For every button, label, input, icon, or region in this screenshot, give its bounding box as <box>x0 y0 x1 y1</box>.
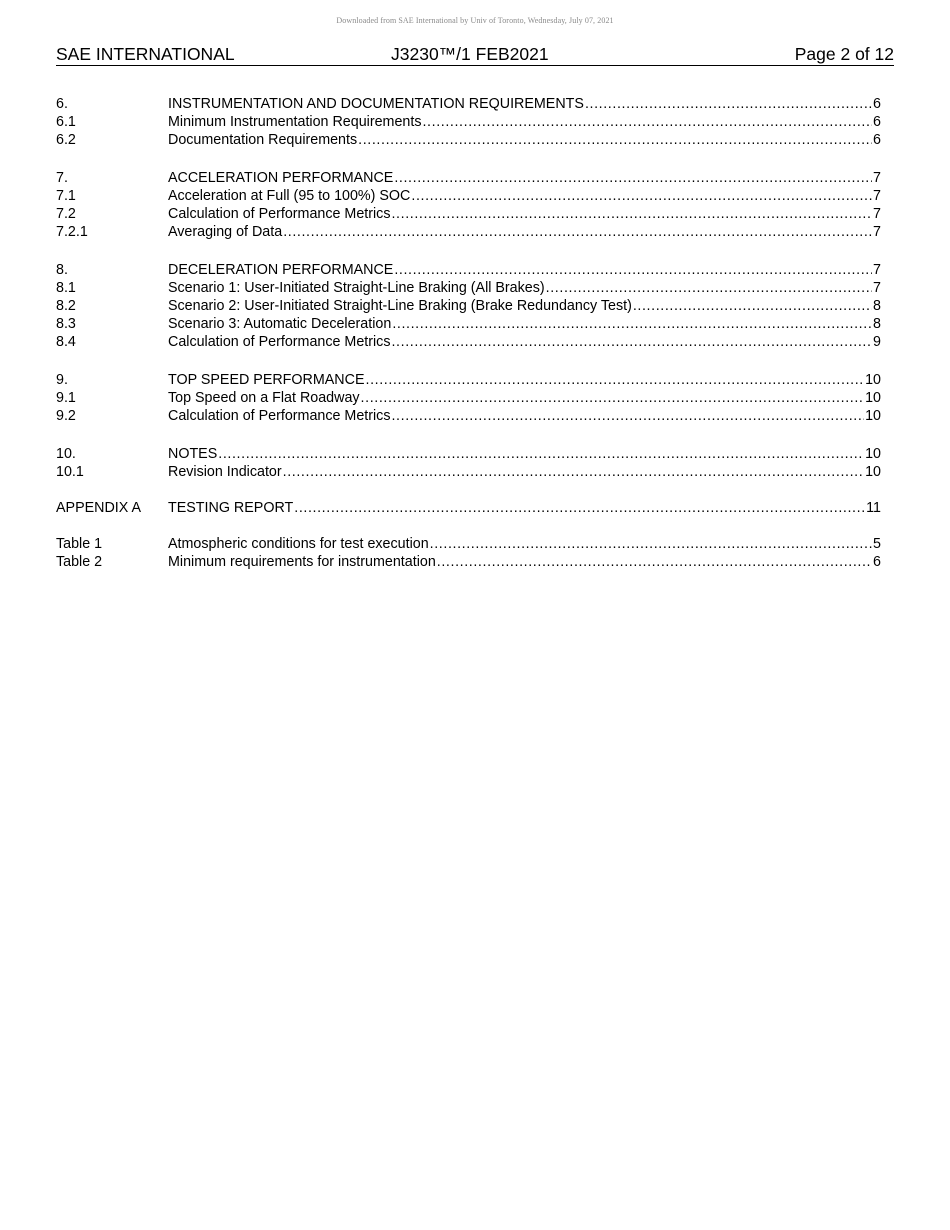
toc-entry[interactable] <box>56 113 881 131</box>
toc-entry[interactable] <box>56 315 881 333</box>
toc-entry-title: Averaging of Data <box>168 224 283 240</box>
toc-entry[interactable] <box>56 407 881 425</box>
toc-entry-title: Minimum Instrumentation Requirements <box>168 114 422 130</box>
toc-entry-title: Acceleration at Full (95 to 100%) SOC <box>168 188 411 204</box>
toc-entry-page: 7 <box>873 170 881 186</box>
toc-dot-leader <box>546 279 872 297</box>
toc-entry-page: 7 <box>873 224 881 240</box>
toc-dot-leader <box>218 445 864 463</box>
toc-entry-number: 6. <box>56 96 68 112</box>
toc-dot-leader <box>366 371 865 389</box>
toc-appendix-a <box>56 499 881 517</box>
toc-dot-leader <box>294 499 865 517</box>
toc-entry-title: TESTING REPORT <box>168 500 294 516</box>
toc-section-7 <box>56 169 881 241</box>
toc-entry-number: 8.3 <box>56 316 76 332</box>
toc-entry[interactable] <box>56 131 881 149</box>
toc-entry[interactable] <box>56 333 881 351</box>
page-header <box>56 43 894 66</box>
toc-entry-number: Table 1 <box>56 536 103 552</box>
toc-entry[interactable] <box>56 169 881 187</box>
toc-entry-title: Minimum requirements for instrumentation <box>168 554 436 570</box>
toc-entry-title: ACCELERATION PERFORMANCE <box>168 170 394 186</box>
toc-entry-page: 7 <box>873 280 881 296</box>
toc-entry-page: 6 <box>873 96 881 112</box>
toc-entry-page: 6 <box>873 132 881 148</box>
toc-entry[interactable] <box>56 261 881 279</box>
header-page-number: Page 2 of 12 <box>794 44 894 64</box>
header-document-id: J3230™/1 FEB2021 <box>391 44 549 64</box>
toc-entry-title: TOP SPEED PERFORMANCE <box>168 372 365 388</box>
toc-entry-number: 7. <box>56 170 68 186</box>
toc-entry-number: 8.1 <box>56 280 76 296</box>
toc-entry-page: 5 <box>873 536 881 552</box>
toc-entry[interactable] <box>56 371 881 389</box>
toc-entry-title: Top Speed on a Flat Roadway <box>168 390 360 406</box>
toc-dot-leader <box>283 463 864 481</box>
toc-entry-number: 6.1 <box>56 114 76 130</box>
toc-entry-number: 7.2.1 <box>56 224 88 240</box>
toc-entry-number: 6.2 <box>56 132 76 148</box>
toc-entry[interactable] <box>56 205 881 223</box>
toc-section-10 <box>56 445 881 481</box>
toc-entry-page: 6 <box>873 554 881 570</box>
toc-entry-title: Calculation of Performance Metrics <box>168 206 391 222</box>
toc-entry-page: 10 <box>865 446 881 462</box>
toc-entry-number: 7.2 <box>56 206 76 222</box>
toc-entry-title: Revision Indicator <box>168 464 282 480</box>
toc-section-8 <box>56 261 881 351</box>
toc-tables-list <box>56 535 881 571</box>
toc-entry-number: APPENDIX A <box>56 500 142 516</box>
toc-entry-number: 9.2 <box>56 408 76 424</box>
toc-entry-page: 9 <box>873 334 881 350</box>
toc-entry-title: Calculation of Performance Metrics <box>168 408 391 424</box>
toc-dot-leader <box>391 407 864 425</box>
toc-entry-title: Scenario 1: User-Initiated Straight-Line Braking (All Brakes) <box>168 280 545 296</box>
toc-dot-leader <box>430 535 872 553</box>
toc-dot-leader <box>283 223 872 241</box>
toc-entry-number: 9.1 <box>56 390 76 406</box>
toc-entry-title: DECELERATION PERFORMANCE <box>168 262 394 278</box>
toc-entry[interactable] <box>56 187 881 205</box>
toc-entry[interactable] <box>56 499 881 517</box>
toc-dot-leader <box>422 113 872 131</box>
toc-entry-page: 8 <box>873 316 881 332</box>
toc-entry-number: 8.2 <box>56 298 76 314</box>
toc-entry-page: 10 <box>865 390 881 406</box>
toc-entry-page: 7 <box>873 262 881 278</box>
toc-section-6 <box>56 95 881 149</box>
toc-entry[interactable] <box>56 445 881 463</box>
toc-entry[interactable] <box>56 463 881 481</box>
toc-entry-title: Atmospheric conditions for test execution <box>168 536 429 552</box>
toc-entry-number: 7.1 <box>56 188 76 204</box>
toc-entry-number: 10.1 <box>56 464 84 480</box>
toc-entry-page: 10 <box>865 408 881 424</box>
toc-entry[interactable] <box>56 95 881 113</box>
toc-entry-title: Scenario 3: Automatic Deceleration <box>168 316 392 332</box>
toc-entry-number: Table 2 <box>56 554 103 570</box>
toc-entry[interactable] <box>56 297 881 315</box>
toc-entry[interactable] <box>56 279 881 297</box>
toc-entry-page: 7 <box>873 188 881 204</box>
toc-entry[interactable] <box>56 223 881 241</box>
toc-entry-title: Documentation Requirements <box>168 132 358 148</box>
toc-entry[interactable] <box>56 553 881 571</box>
toc-entry[interactable] <box>56 389 881 407</box>
toc-dot-leader <box>394 169 872 187</box>
header-organization: SAE INTERNATIONAL <box>56 44 235 64</box>
toc-entry-page: 10 <box>865 464 881 480</box>
toc-dot-leader <box>411 187 872 205</box>
toc-entry-page: 10 <box>865 372 881 388</box>
toc-entry-number: 9. <box>56 372 68 388</box>
toc-entry-title: NOTES <box>168 446 218 462</box>
toc-dot-leader <box>391 333 872 351</box>
toc-entry-title: Calculation of Performance Metrics <box>168 334 391 350</box>
toc-entry-title: Scenario 2: User-Initiated Straight-Line Braking (Brake Redundancy Test) <box>168 298 632 314</box>
toc-dot-leader <box>392 315 872 333</box>
toc-entry-page: 6 <box>873 114 881 130</box>
toc-entry-page: 11 <box>866 500 881 516</box>
toc-entry-title: INSTRUMENTATION AND DOCUMENTATION REQUIREMENTS <box>168 96 584 112</box>
toc-entry-number: 8. <box>56 262 68 278</box>
toc-entry[interactable] <box>56 535 881 553</box>
toc-dot-leader <box>633 297 872 315</box>
toc-section-9 <box>56 371 881 425</box>
toc-entry-number: 10. <box>56 446 76 462</box>
toc-dot-leader <box>358 131 872 149</box>
toc-dot-leader <box>391 205 872 223</box>
toc-dot-leader <box>437 553 872 571</box>
toc-dot-leader <box>585 95 872 113</box>
table-of-contents <box>56 95 881 591</box>
download-watermark: Downloaded from SAE International by Univ of Toronto, Wednesday, July 07, 2021 <box>336 16 614 25</box>
toc-dot-leader <box>394 261 872 279</box>
toc-entry-page: 8 <box>873 298 881 314</box>
toc-entry-page: 7 <box>873 206 881 222</box>
toc-entry-number: 8.4 <box>56 334 76 350</box>
toc-dot-leader <box>361 389 865 407</box>
